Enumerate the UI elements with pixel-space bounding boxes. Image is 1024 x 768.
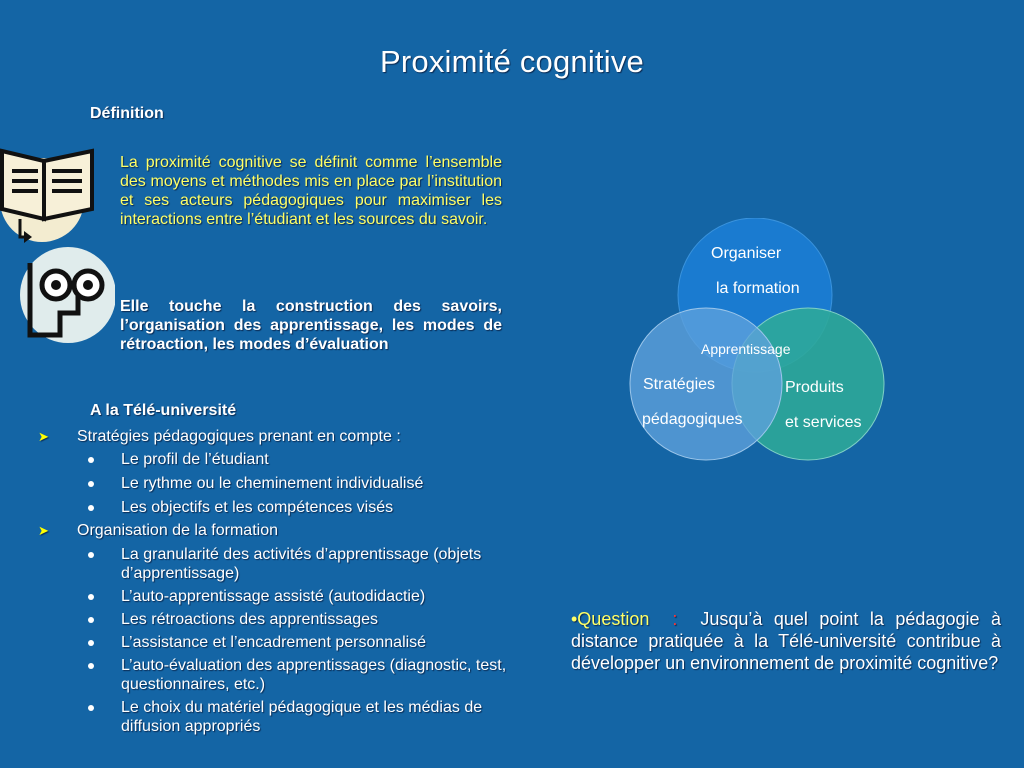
list-item: L’auto-apprentissage assisté (autodidactie) [88,587,508,606]
dot-bullet-icon [88,481,94,487]
arrow-bullet-icon: ➤ [38,523,49,538]
definition-heading: Définition [90,105,164,122]
dot-bullet-icon [88,705,94,711]
list-item: L’assistance et l’encadrement personnalisé [88,633,508,652]
dot-bullet-icon [88,640,94,646]
section-label: Organisation de la formation [77,522,278,539]
dot-bullet-icon [88,594,94,600]
section-label: Stratégies pédagogiques prenant en compte : [77,428,401,445]
strategies-list [88,450,508,517]
venn-diagram [628,218,890,468]
question-text: Jusqu’à quel point la pédagogie à distance pratiquée à la Télé-université contribue à développer un environnement de proximité cognitive? [571,609,1001,673]
venn-left-line1: Stratégies [643,376,716,393]
definition-scope-text: Elle touche la construction des savoirs, l’organisation des apprentissage, les modes de rétroaction, les modes d’évaluation [120,298,502,353]
slide-title: Proximité cognitive [380,44,644,79]
question-label: •Question [571,609,650,629]
dot-bullet-icon [88,552,94,558]
list-item: L’auto-évaluation des apprentissages (diagnostic, test, questionnaires, etc.) [88,656,508,694]
list-item: La granularité des activités d’apprentissage (objets d’apprentissage) [88,545,508,583]
dot-bullet-icon [88,505,94,511]
venn-top-line2: la formation [716,280,800,297]
list-item: Les objectifs et les compétences visés [88,498,508,517]
venn-top-line1: Organiser [711,245,782,262]
question-block [571,608,1001,674]
venn-right-line1: Produits [785,379,844,396]
organisation-list [88,545,508,736]
teluq-heading: A la Télé-université [90,402,237,419]
venn-left-line2: pédagogiques [642,411,743,428]
question-separator: : [672,609,678,629]
list-item: Le profil de l’étudiant [88,450,508,469]
list-item: Les rétroactions des apprentissages [88,610,508,629]
dot-bullet-icon [88,457,94,463]
venn-center-label: Apprentissage [701,341,791,357]
dot-bullet-icon [88,663,94,669]
list-item: Le rythme ou le cheminement individualisé [88,474,508,493]
dot-bullet-icon [88,617,94,623]
venn-right-line2: et services [785,414,862,431]
list-item: Le choix du matériel pédagogique et les médias de diffusion appropriés [88,698,508,736]
book-head-icon [0,145,115,355]
definition-text: La proximité cognitive se définit comme l’ensemble des moyens et méthodes mis en place par l’institution et ses acteurs pédagogiques pour maximiser les interactions entre l’étudiant et les sources du savoir. [120,154,502,228]
arrow-bullet-icon: ➤ [38,429,49,444]
